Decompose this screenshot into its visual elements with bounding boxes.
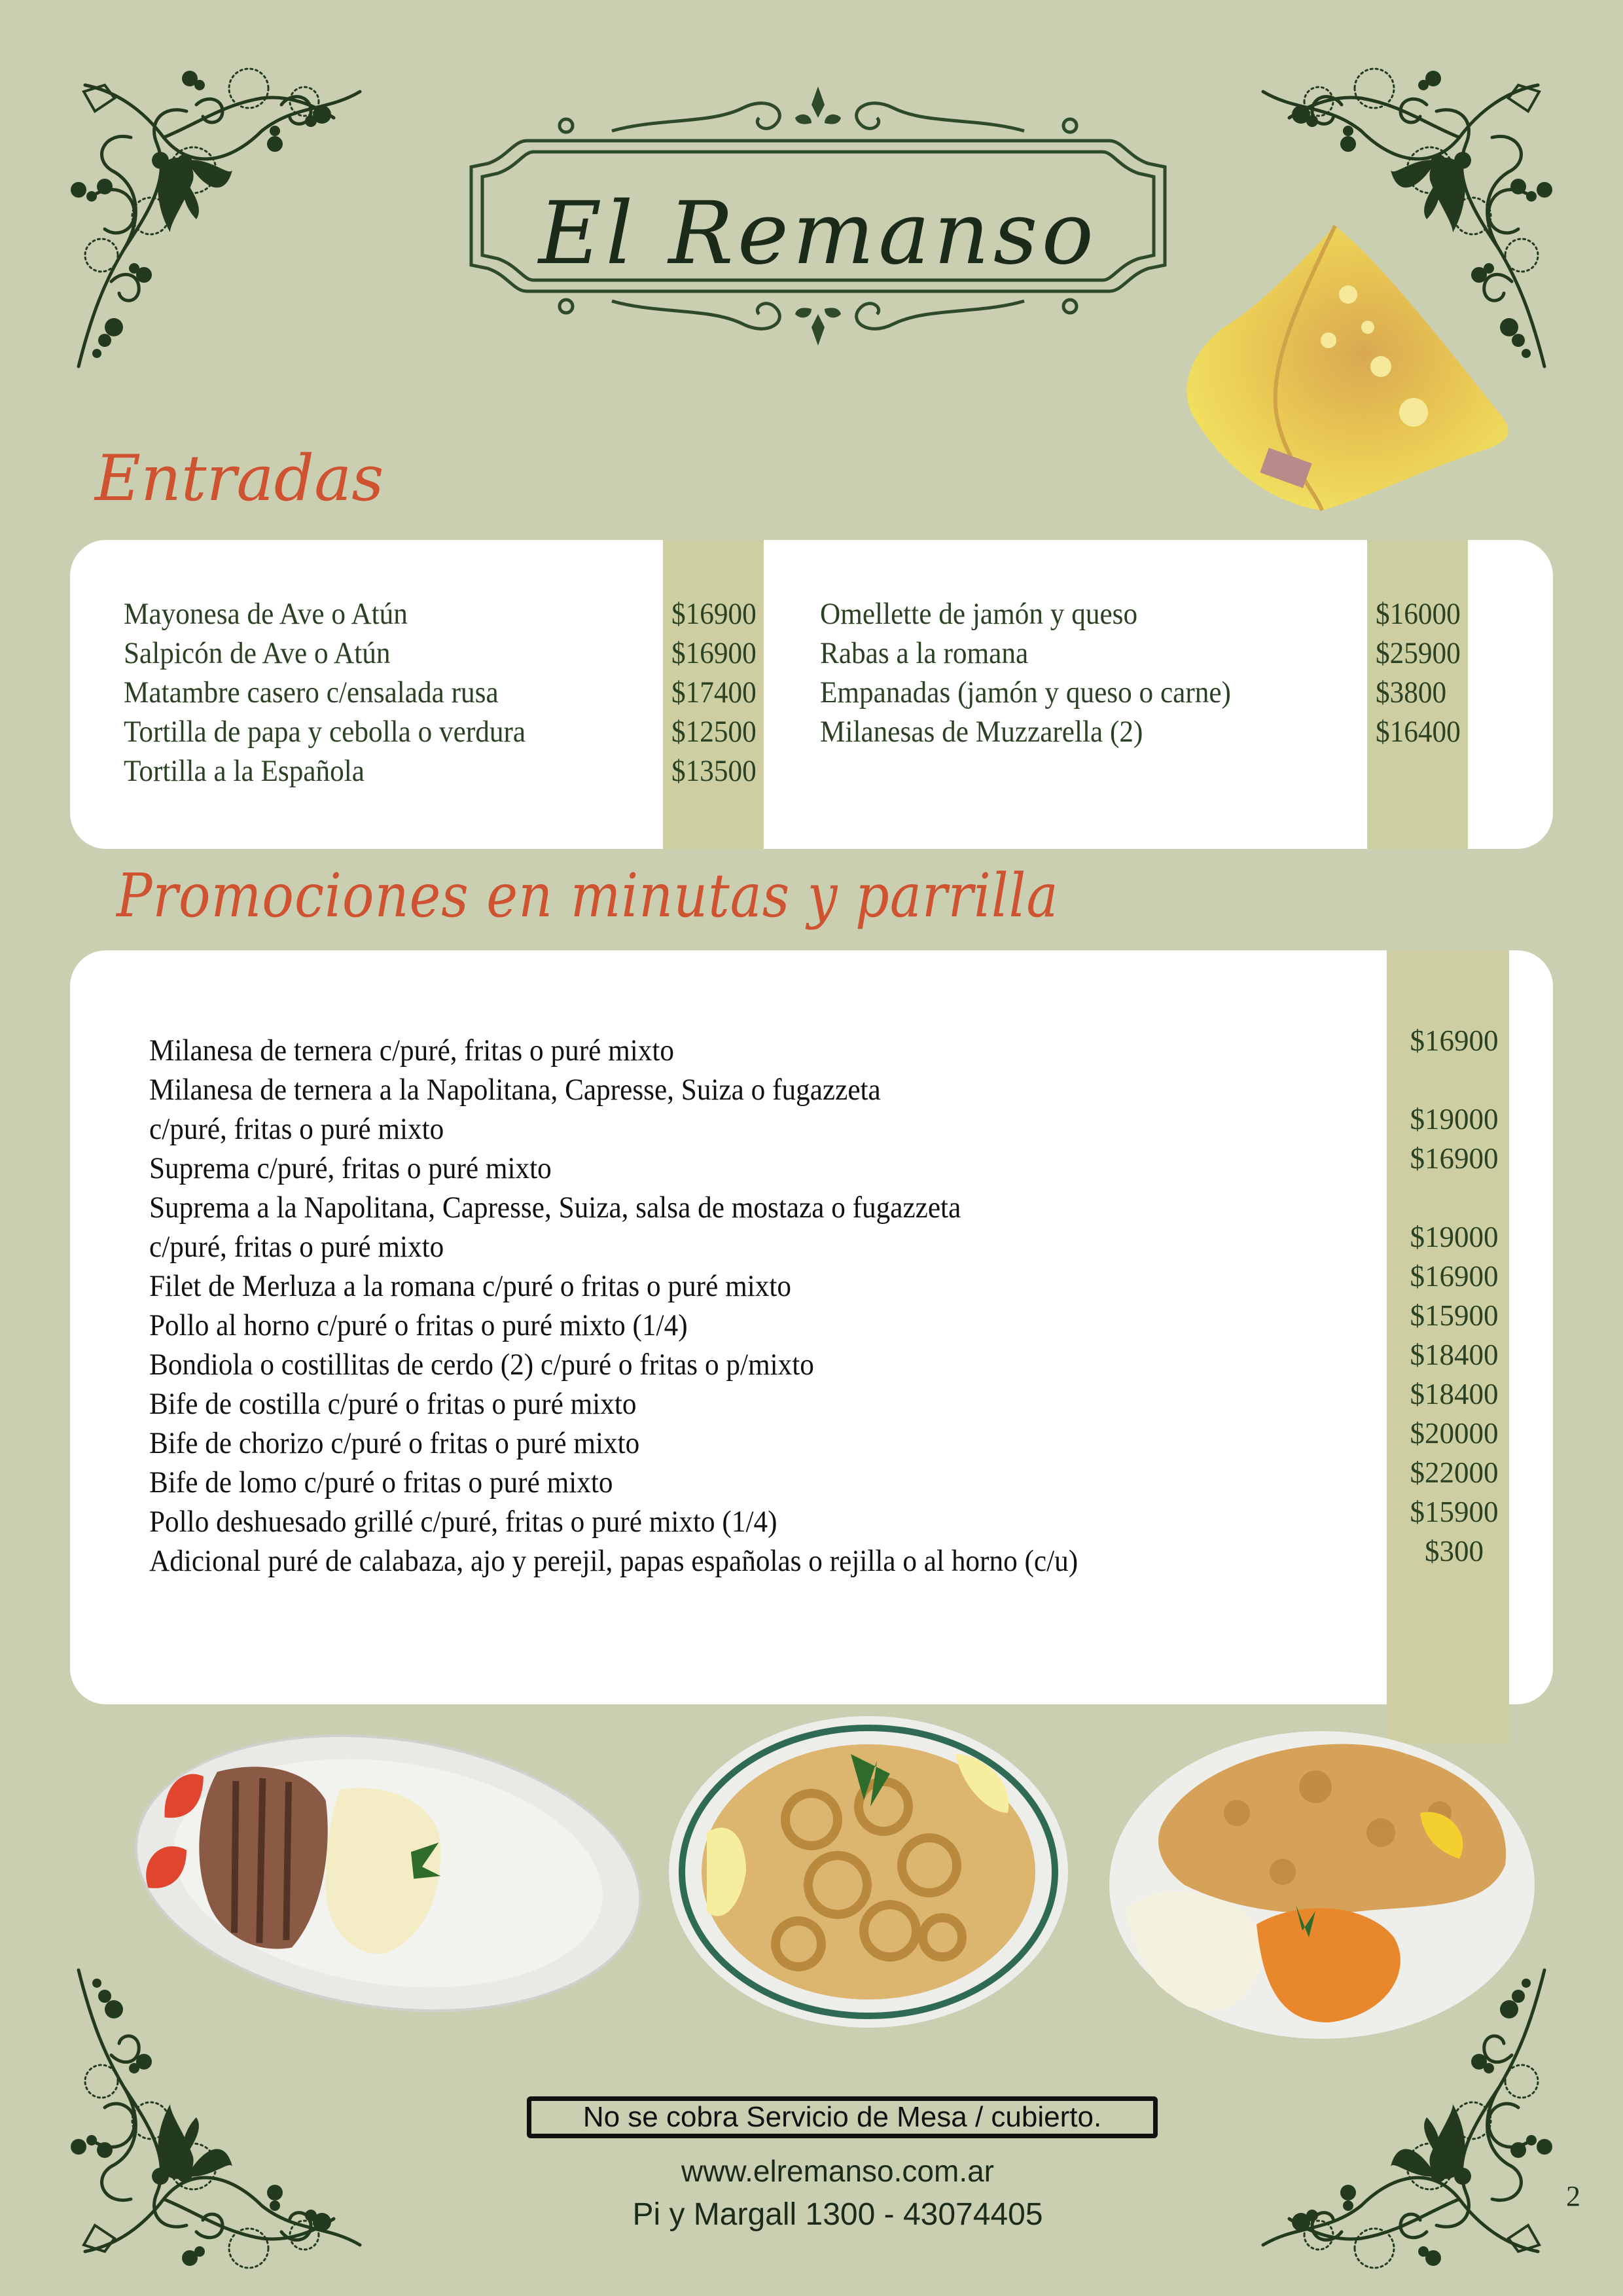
menu-item-name: Salpicón de Ave o Atún xyxy=(124,636,391,670)
menu-item-name: Matambre casero c/ensalada rusa xyxy=(124,675,499,709)
menu-item-price: $22000 xyxy=(1410,1456,1499,1489)
menu-item-price: $15900 xyxy=(1410,1496,1499,1528)
entradas-right-prices xyxy=(1376,594,1461,751)
calamari-plate-image xyxy=(668,1715,1070,2029)
section-title-entradas: Entradas xyxy=(95,442,384,515)
entradas-left-list xyxy=(124,594,526,791)
page-number: 2 xyxy=(1566,2180,1580,2212)
restaurant-name: El Remanso xyxy=(538,183,1098,284)
menu-item-name: Milanesas de Muzzarella (2) xyxy=(820,715,1143,749)
menu-item-name: Pollo al horno c/puré o fritas o puré mixto (1/4) xyxy=(149,1308,688,1342)
menu-item-name: Suprema c/puré, fritas o puré mixto xyxy=(149,1151,552,1185)
menu-item-price: $16900 xyxy=(1410,1024,1499,1057)
restaurant-logo xyxy=(461,79,1175,353)
address-phone: Pi y Margall 1300 - 43074405 xyxy=(632,2197,1043,2232)
menu-item-price: $16900 xyxy=(1410,1260,1499,1293)
menu-item-name: Empanadas (jamón y queso o carne) xyxy=(820,675,1231,709)
menu-item-name: Rabas a la romana xyxy=(820,636,1029,670)
section-title-promociones: Promociones en minutas y parrilla xyxy=(116,861,1059,931)
menu-item-name: Suprema a la Napolitana, Capresse, Suiza, salsa de mostaza o fugazzeta xyxy=(149,1191,961,1225)
corner-ornament-icon xyxy=(65,65,366,380)
menu-item-price: $16000 xyxy=(1376,597,1461,631)
menu-item-name: Bife de costilla c/puré o fritas o puré mixto xyxy=(149,1387,637,1421)
website-link[interactable]: www.elremanso.com.ar xyxy=(681,2154,995,2188)
menu-item-price: $20000 xyxy=(1410,1417,1499,1450)
menu-item-name: Pollo deshuesado grillé c/puré, fritas o puré mixto (1/4) xyxy=(149,1505,777,1539)
entradas-left-prices xyxy=(671,594,757,791)
menu-item-price: $12500 xyxy=(671,715,757,749)
promociones-prices xyxy=(1395,1021,1513,1571)
menu-item-name: Bife de chorizo c/puré o fritas o puré mixto xyxy=(149,1426,640,1460)
menu-item-price: $19000 xyxy=(1410,1103,1499,1136)
menu-item-price: $25900 xyxy=(1376,636,1461,670)
menu-item-price: $16900 xyxy=(671,597,757,631)
menu-item-name: c/puré, fritas o puré mixto xyxy=(149,1112,444,1146)
promociones-list xyxy=(149,1031,1078,1581)
menu-item-name: Tortilla a la Española xyxy=(124,754,365,788)
menu-item-name: Bondiola o costillitas de cerdo (2) c/puré o fritas o p/mixto xyxy=(149,1348,814,1382)
menu-item-name: Adicional puré de calabaza, ajo y perejil, papas españolas o rejilla o al horno (c/u) xyxy=(149,1544,1079,1578)
menu-item-price: $18400 xyxy=(1410,1338,1499,1371)
menu-item-price: $300 xyxy=(1425,1535,1484,1568)
menu-item-price: $17400 xyxy=(671,675,757,709)
menu-item-price: $18400 xyxy=(1410,1378,1499,1410)
corner-ornament-icon xyxy=(65,1957,366,2271)
menu-item-price: $16900 xyxy=(1410,1142,1499,1175)
menu-item-price: $19000 xyxy=(1410,1221,1499,1253)
menu-item-name: Mayonesa de Ave o Atún xyxy=(124,597,408,631)
menu-item-price: $3800 xyxy=(1376,675,1447,709)
no-service-charge-notice: No se cobra Servicio de Mesa / cubierto. xyxy=(527,2096,1158,2138)
menu-item-name: c/puré, fritas o puré mixto xyxy=(149,1230,444,1264)
menu-item-price: $13500 xyxy=(671,754,757,788)
menu-item-name: Milanesa de ternera a la Napolitana, Capresse, Suiza o fugazzeta xyxy=(149,1073,881,1107)
menu-item-name: Filet de Merluza a la romana c/puré o fritas o puré mixto xyxy=(149,1269,791,1303)
menu-item-name: Omellette de jamón y queso xyxy=(820,597,1138,631)
menu-item-name: Tortilla de papa y cebolla o verdura xyxy=(124,715,526,749)
menu-item-price: $16900 xyxy=(671,636,757,670)
omelette-image xyxy=(1171,216,1525,530)
menu-item-name: Bife de lomo c/puré o fritas o puré mixto xyxy=(149,1465,613,1499)
menu-item-price xyxy=(1395,1060,1513,1100)
milanesa-plate-image xyxy=(1106,1715,1538,2042)
menu-item-price xyxy=(1395,1178,1513,1217)
menu-item-name: Milanesa de ternera c/puré, fritas o puré mixto xyxy=(149,1033,675,1067)
entradas-right-list xyxy=(820,594,1231,751)
menu-item-price: $16400 xyxy=(1376,715,1461,749)
menu-item-price: $15900 xyxy=(1410,1299,1499,1332)
